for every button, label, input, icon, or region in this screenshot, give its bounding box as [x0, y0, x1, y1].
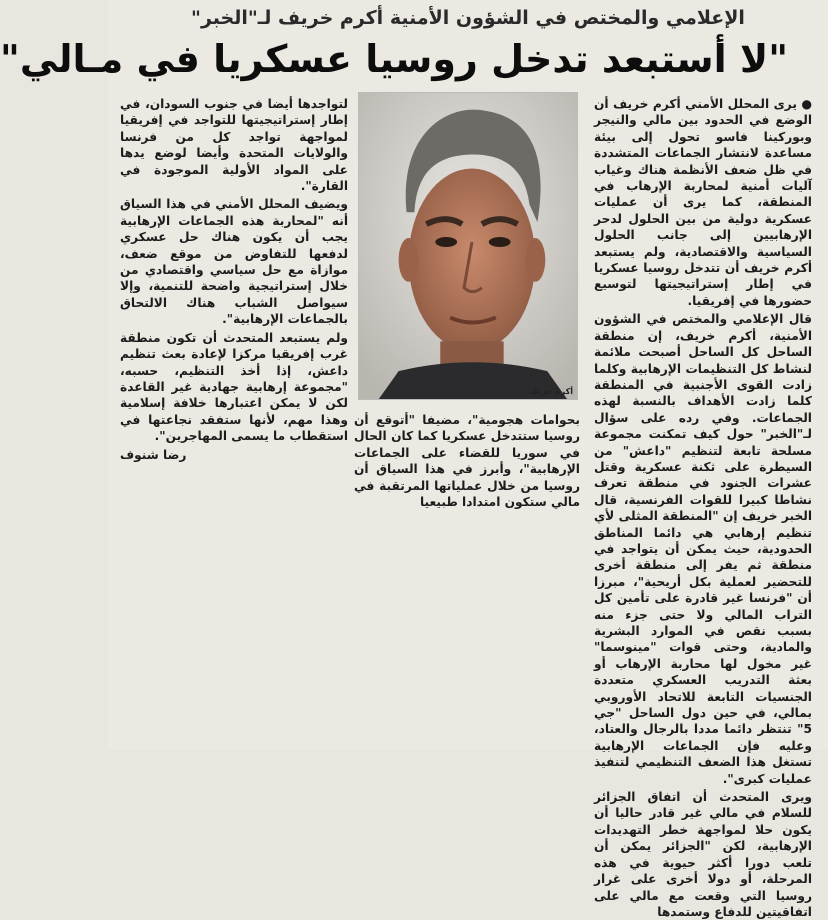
paragraph: ويضيف المحلل الأمني في هذا السياق أنه "لمحاربة هذه الجماعات الإرهابية يجب أن يكون هناك حل عسكري لدفعها للتفاوض من موقع ضعف، موازاة مع حل سياسي واقتصادي من خلال إستراتيجية واضحة للتنمية، وإلا سيواصل الشباب هناك الالتحاق بالجماعات الإرهابية".: [120, 197, 348, 327]
paragraph: قال الإعلامي والمختص في الشؤون الأمنية، أكرم خريف، إن منطقة الساحل كل الساحل أصبحت ملائمة لنشاط كل التنظيمات الإرهابية وكلما زادت القوى الأجنبية في المنطقة كلما زادت الأهداف بالنسبة لهذه الجماعات. وفي رده على سؤال لـ"الخبر" حول كيف تمكنت مجموعة مسلحة تابعة لتنظيم "داعش" من السيطرة على ثكنة عسكرية وقتل عشرات الجنود في منطقة تعرف نشاطا كبيرا للقوات الفرنسية، قال الخبر خريف إن "المنطقة المثلى لأي تنظيم إرهابي هي دائما المناطق الحدودية، حيث يمكن أن يتواجد في منطقة ثم يفر إلى منطقة أخرى للتحضير لعملية بكل أريحية"، مبرزا أن "فرنسا غير قادرة على تأمين كل التراب المالي ولا حتى جزء منه بسبب نقص في الموارد البشرية والمادية، وحتى قوات "مينوسما" غير مخول لها محاربة الإرهاب أو بعثة التدريب العسكري متعددة الجنسيات التابعة للاتحاد الأوروبي بمالي، في حين دول الساحل "جي 5" تنتظر دائما مددا بالرجال والعتاد، وعليه فإن الجماعات الإرهابية تستغل هذا الضعف التنظيمي لتنفيذ عمليات كبرى".: [594, 312, 812, 786]
photo-caption: أكرم خريف: [528, 387, 573, 396]
article-kicker: الإعلامي والمختص في الشؤون الأمنية أكرم خريف لـ"الخبر": [191, 7, 745, 29]
paragraph: ولم يستبعد المتحدث أن تكون منطقة غرب إفريقيا مركزا لإعادة بعث تنظيم داعش، إذا أخذ التنظيم، حسبه، "مجموعة إرهابية جهادية غير القاعدة لكن لا يمكن اعتبارها خلافة إسلامية وهذا مهم، لأنها ستفقد نجاعتها في استقطاب ما يسمى المهاجرين".: [120, 330, 348, 444]
article-headline: "لا أستبعد تدخل روسيا عسكريا في مـالي": [0, 37, 788, 81]
portrait-photo: [358, 92, 578, 400]
article-column-right: [594, 96, 812, 919]
portrait-image: [359, 93, 577, 399]
paragraph: ويرى المتحدث أن اتفاق الجزائر للسلام في مالي غير قادر حاليا أن يكون حلا لمواجهة خطر التهديدات الإرهابية، لكن "الجزائر يمكن أن تلعب دورا أكثر حيوية في هذه المرحلة، أو دولا أخرى على غرار روسيا التي وقعت مع مالي على اتفاقيتين للدفاع وستمدها: [594, 790, 812, 919]
paragraph: بحوامات هجومية"، مضيفا "أتوقع أن روسيا ستتدخل عسكريا كما كان الحال في سوريا للقضاء على الجماعات الإرهابية"، وأبرز في هذا السياق أن روسيا من خلال عملياتها المرتقبة في مالي ستكون امتدادا طبيعيا: [354, 413, 580, 510]
article-column-middle: [354, 412, 580, 522]
paragraph: لتواجدها أيضا في جنوب السودان، في إطار إستراتيجيتها للتواجد في إفريقيا لمواجهة تواجد كل من فرنسا والولايات المتحدة وأيضا لوضع يدها على المواد الأولية الموجودة في القارة".: [120, 97, 348, 194]
article-column-left: [120, 96, 348, 494]
article-byline: رضا شنوف: [120, 447, 187, 462]
paragraph: ● يرى المحلل الأمني أكرم خريف أن الوضع في الحدود بين مالي والنيجر وبوركينا فاسو تحول إلى بيئة مساعدة لانتشار الجماعات المتشددة في ظل ضعف الأنظمة هناك وغياب آليات أمنية لمحاربة الإرهاب في المنطقة، كما يرى أن عمليات عسكرية دولية من بين الحلول لدحر الإرهابيين إلى جانب الحلول السياسية والاقتصادية، ولم يستبعد أكرم خريف أن تتدخل روسيا عسكريا في إطار إستراتيجيتها لتوسيع حضورها في إفريقيا.: [594, 97, 812, 308]
